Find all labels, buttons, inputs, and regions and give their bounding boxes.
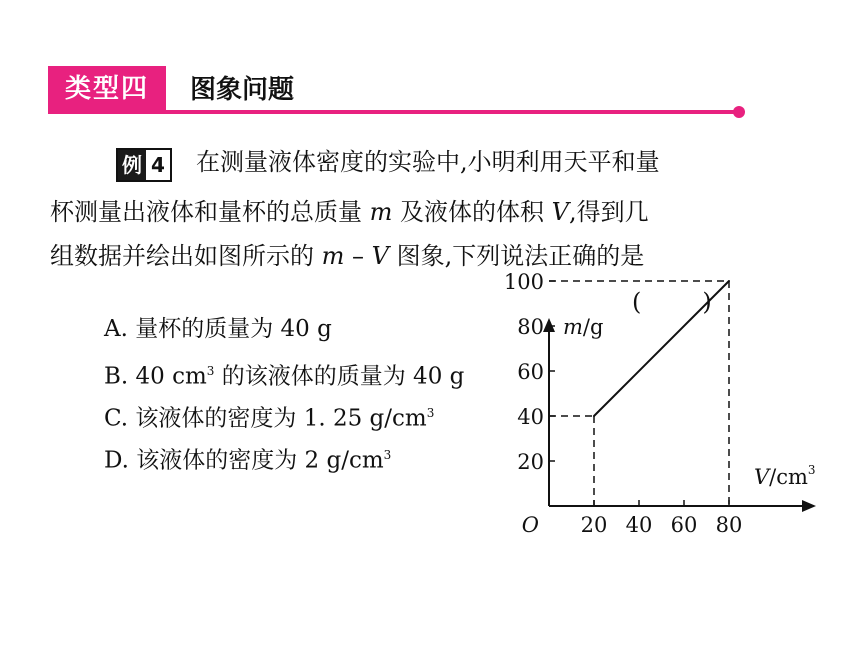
var-v: V: [551, 198, 570, 226]
y-tick-label: 80: [517, 315, 544, 339]
var-v: V: [371, 242, 390, 270]
y-axis-var: m: [563, 315, 583, 339]
option-c: [104, 396, 434, 436]
var-m: m: [321, 242, 345, 270]
x-tick-label: 60: [670, 513, 698, 537]
question-line-1: 在测量液体密度的实验中,小明利用天平和量: [196, 148, 660, 176]
answer-blank: ( ): [632, 288, 712, 316]
y-tick-label: 100: [503, 270, 544, 294]
question-text: ,得到几: [569, 198, 649, 226]
question-text: 及液体的体积: [392, 198, 552, 226]
question-line-2: [50, 194, 649, 230]
y-axis-arrow: [543, 318, 555, 332]
var-m: m: [369, 198, 393, 226]
section-tag-divider: [166, 66, 174, 112]
data-point: [593, 415, 595, 417]
option-c-text: C. 该液体的密度为 1. 25 g/cm: [104, 405, 427, 432]
option-c-sup: 3: [426, 406, 435, 420]
example-label: 例: [118, 150, 146, 180]
option-d-sup: 3: [383, 448, 392, 462]
data-point: [728, 280, 730, 282]
x-axis-arrow: [802, 500, 816, 512]
y-tick-label: 20: [517, 450, 544, 474]
y-axis-label: [563, 315, 603, 339]
m-v-graph: [500, 270, 830, 540]
x-axis-label: [754, 463, 816, 489]
x-tick-label: 40: [625, 513, 653, 537]
question-text: –: [344, 242, 372, 270]
example-number: 4: [146, 150, 170, 180]
x-axis-unit: /cm: [769, 465, 808, 489]
x-tick-label: 80: [715, 513, 743, 537]
x-tick-label: 20: [580, 513, 608, 537]
y-tick-label: 60: [517, 360, 544, 384]
question-line-3: [50, 238, 644, 274]
option-b-text: 的该液体的质量为 40 g: [214, 363, 465, 390]
question-text: 杯测量出液体和量杯的总质量: [50, 198, 370, 226]
origin-label: O: [521, 513, 539, 537]
option-b: [104, 354, 464, 394]
section-title: 图象问题: [190, 75, 295, 105]
section-tag: 类型四: [48, 66, 166, 112]
question-text: 组数据并绘出如图所示的: [50, 242, 322, 270]
example-badge: [116, 148, 172, 182]
question-text: 图象,下列说法正确的是: [389, 242, 645, 270]
x-axis-var: V: [754, 465, 770, 489]
header-underline: [48, 110, 738, 114]
option-a: A. 量杯的质量为 40 g: [104, 316, 332, 342]
option-b-text: B. 40 cm: [104, 363, 207, 390]
option-d: [104, 438, 391, 478]
graph-labels: [504, 270, 816, 537]
option-b-sup: 3: [206, 364, 215, 378]
x-axis-unit-sup: 3: [807, 463, 816, 477]
y-tick-label: 40: [517, 405, 544, 429]
option-d-text: D. 该液体的密度为 2 g/cm: [104, 447, 384, 474]
header-underline-dot: [733, 106, 745, 118]
y-axis-unit: /g: [582, 315, 604, 339]
